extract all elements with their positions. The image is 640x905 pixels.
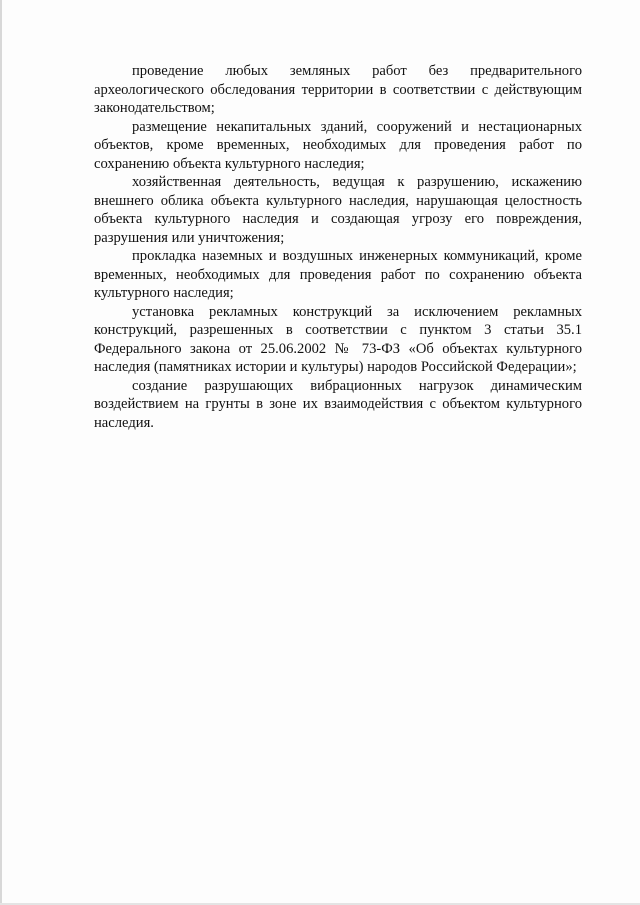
paragraph-vibration-loads: создание разрушающих вибрационных нагрузок динамическим воздействием на грунты в зоне их взаимодействия с объектом культурного наследия. bbox=[94, 377, 582, 431]
paragraph-advertising-structures: установка рекламных конструкций за исключением рекламных конструкций, разрешенных в соответствии с пунктом 3 статьи 35.1 Федерального закона от 25.06.2002 № 73-ФЗ «Об объектах культурного наследия (памятниках истории и культуры) народов Российской Федерации»; bbox=[94, 303, 582, 375]
paragraph-utility-lines: прокладка наземных и воздушных инженерных коммуникаций, кроме временных, необходимых для проведения работ по сохранению объекта культурного наследия; bbox=[94, 248, 582, 301]
paragraph-nonpermanent-structures: размещение некапитальных зданий, сооружений и нестационарных объектов, кроме временных, необходимых для проведения работ по сохранению объекта культурного наследия; bbox=[94, 118, 582, 172]
paragraph-economic-activity: хозяйственная деятельность, ведущая к разрушению, искажению внешнего облика объекта культурного наследия, нарушающая целостность объекта культурного наследия и создающая угрозу его повреждения, разрушения или уничтожения; bbox=[94, 174, 582, 246]
scan-edge-left bbox=[0, 0, 2, 905]
document-body bbox=[94, 62, 582, 432]
paragraph-earthworks: проведение любых земляных работ без предварительного археологического обследования территории в соответствии с действующим законодательством; bbox=[94, 63, 582, 116]
